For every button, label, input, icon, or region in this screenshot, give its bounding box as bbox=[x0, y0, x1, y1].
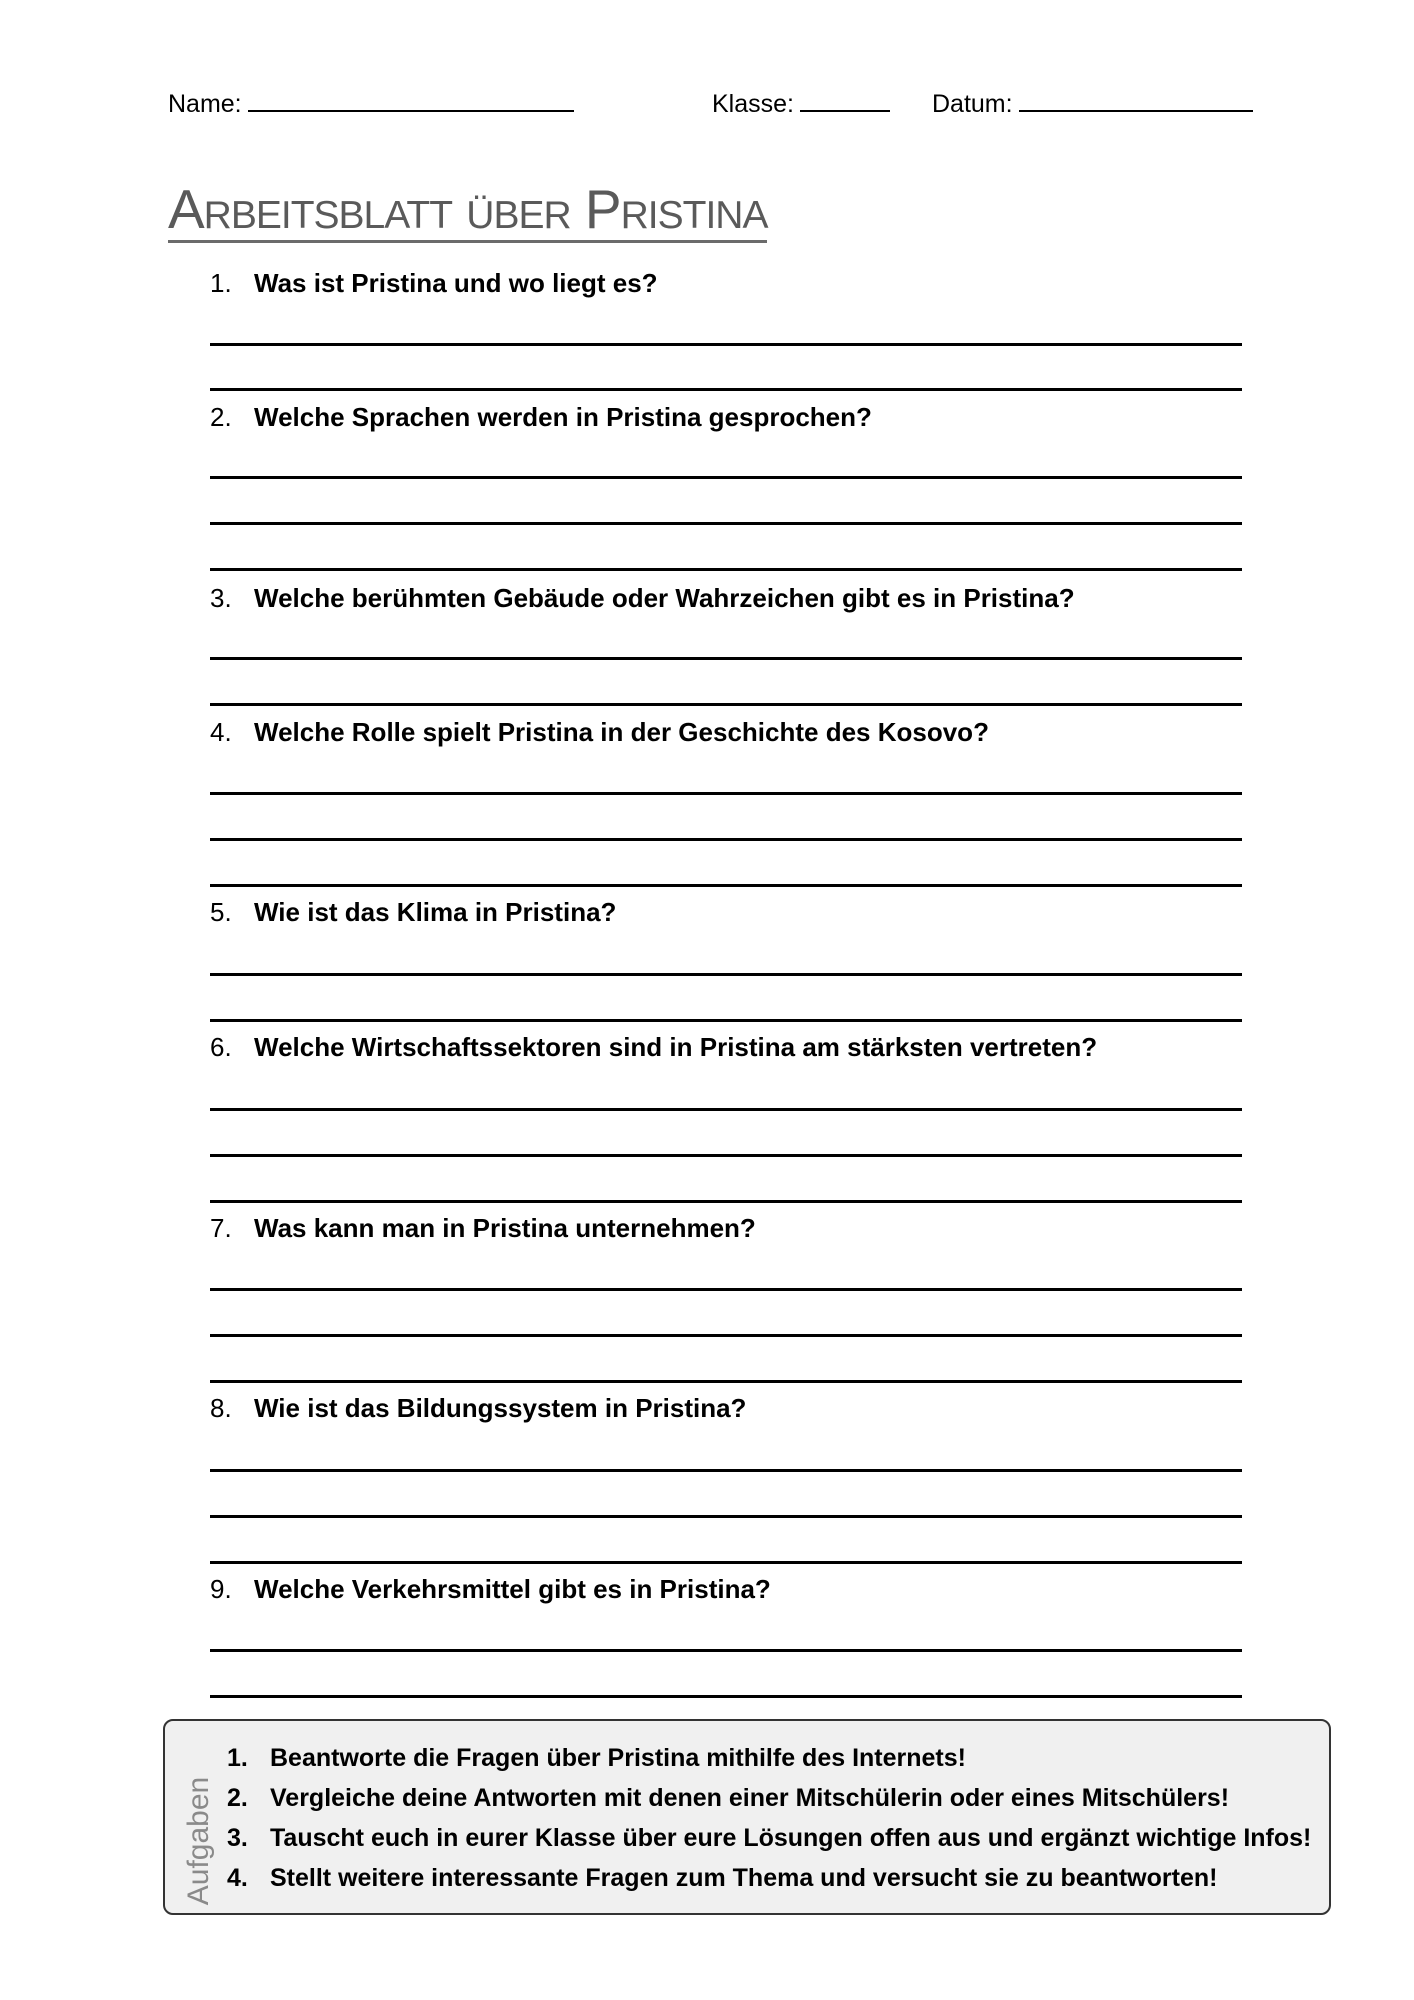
answer-line[interactable] bbox=[210, 1108, 1242, 1111]
date-blank[interactable] bbox=[1019, 86, 1253, 112]
answer-line[interactable] bbox=[210, 1200, 1242, 1203]
answer-line[interactable] bbox=[210, 1695, 1242, 1698]
tasks-box bbox=[163, 1719, 1331, 1915]
name-field[interactable] bbox=[168, 86, 574, 119]
answer-line[interactable] bbox=[210, 703, 1242, 706]
worksheet-header bbox=[168, 86, 1248, 120]
class-label: Klasse: bbox=[712, 90, 794, 118]
class-blank[interactable] bbox=[800, 86, 890, 112]
answer-line[interactable] bbox=[210, 1334, 1242, 1337]
question-text: Wie ist das Bildungssystem in Pristina? bbox=[254, 1393, 747, 1423]
question-7: 7. Was kann man in Pristina unternehmen? bbox=[210, 1213, 756, 1243]
answer-line[interactable] bbox=[210, 1469, 1242, 1472]
question-3: 3. Welche berühmten Gebäude oder Wahrzeichen gibt es in Pristina? bbox=[210, 583, 1075, 613]
answer-line[interactable] bbox=[210, 343, 1242, 346]
date-field[interactable] bbox=[932, 86, 1253, 119]
question-5: 5. Wie ist das Klima in Pristina? bbox=[210, 897, 617, 927]
date-label: Datum: bbox=[932, 90, 1013, 118]
answer-line[interactable] bbox=[210, 1154, 1242, 1157]
question-9: 9. Welche Verkehrsmittel gibt es in Pristina? bbox=[210, 1574, 771, 1604]
question-8: 8. Wie ist das Bildungssystem in Pristina? bbox=[210, 1393, 747, 1423]
question-text: Welche Verkehrsmittel gibt es in Pristina? bbox=[254, 1574, 771, 1604]
question-1: 1. Was ist Pristina und wo liegt es? bbox=[210, 268, 658, 298]
question-6: 6. Welche Wirtschaftssektoren sind in Pristina am stärksten vertreten? bbox=[210, 1032, 1098, 1062]
answer-line[interactable] bbox=[210, 657, 1242, 660]
page-title: Arbeitsblatt über Pristina bbox=[168, 178, 767, 243]
question-text: Welche Wirtschaftssektoren sind in Pristina am stärksten vertreten? bbox=[254, 1032, 1098, 1062]
question-text: Welche Sprachen werden in Pristina gesprochen? bbox=[254, 402, 872, 432]
class-field[interactable] bbox=[712, 86, 890, 119]
tasks-label: Aufgaben bbox=[182, 1776, 215, 1906]
name-label: Name: bbox=[168, 90, 242, 118]
answer-line[interactable] bbox=[210, 1019, 1242, 1022]
task-item: 2. Vergleiche deine Antworten mit denen einer Mitschülerin oder eines Mitschülers! bbox=[227, 1784, 1230, 1812]
question-text: Was ist Pristina und wo liegt es? bbox=[254, 268, 658, 298]
answer-line[interactable] bbox=[210, 568, 1242, 571]
question-text: Wie ist das Klima in Pristina? bbox=[254, 897, 617, 927]
task-item: 4. Stellt weitere interessante Fragen zum Thema und versucht sie zu beantworten! bbox=[227, 1864, 1218, 1892]
answer-line[interactable] bbox=[210, 792, 1242, 795]
answer-line[interactable] bbox=[210, 1649, 1242, 1652]
question-text: Welche Rolle spielt Pristina in der Geschichte des Kosovo? bbox=[254, 717, 989, 747]
answer-line[interactable] bbox=[210, 884, 1242, 887]
answer-line[interactable] bbox=[210, 1380, 1242, 1383]
answer-line[interactable] bbox=[210, 1561, 1242, 1564]
task-item: 1. Beantworte die Fragen über Pristina mithilfe des Internets! bbox=[227, 1744, 966, 1772]
answer-line[interactable] bbox=[210, 1288, 1242, 1291]
question-text: Was kann man in Pristina unternehmen? bbox=[254, 1213, 756, 1243]
answer-line[interactable] bbox=[210, 973, 1242, 976]
question-4: 4. Welche Rolle spielt Pristina in der Geschichte des Kosovo? bbox=[210, 717, 989, 747]
question-text: Welche berühmten Gebäude oder Wahrzeichen gibt es in Pristina? bbox=[254, 583, 1075, 613]
answer-line[interactable] bbox=[210, 838, 1242, 841]
question-2: 2. Welche Sprachen werden in Pristina gesprochen? bbox=[210, 402, 872, 432]
answer-line[interactable] bbox=[210, 522, 1242, 525]
answer-line[interactable] bbox=[210, 388, 1242, 391]
name-blank[interactable] bbox=[248, 86, 574, 112]
task-item: 3. Tauscht euch in eurer Klasse über eure Lösungen offen aus und ergänzt wichtige Infos! bbox=[227, 1824, 1312, 1852]
answer-line[interactable] bbox=[210, 1515, 1242, 1518]
answer-line[interactable] bbox=[210, 476, 1242, 479]
